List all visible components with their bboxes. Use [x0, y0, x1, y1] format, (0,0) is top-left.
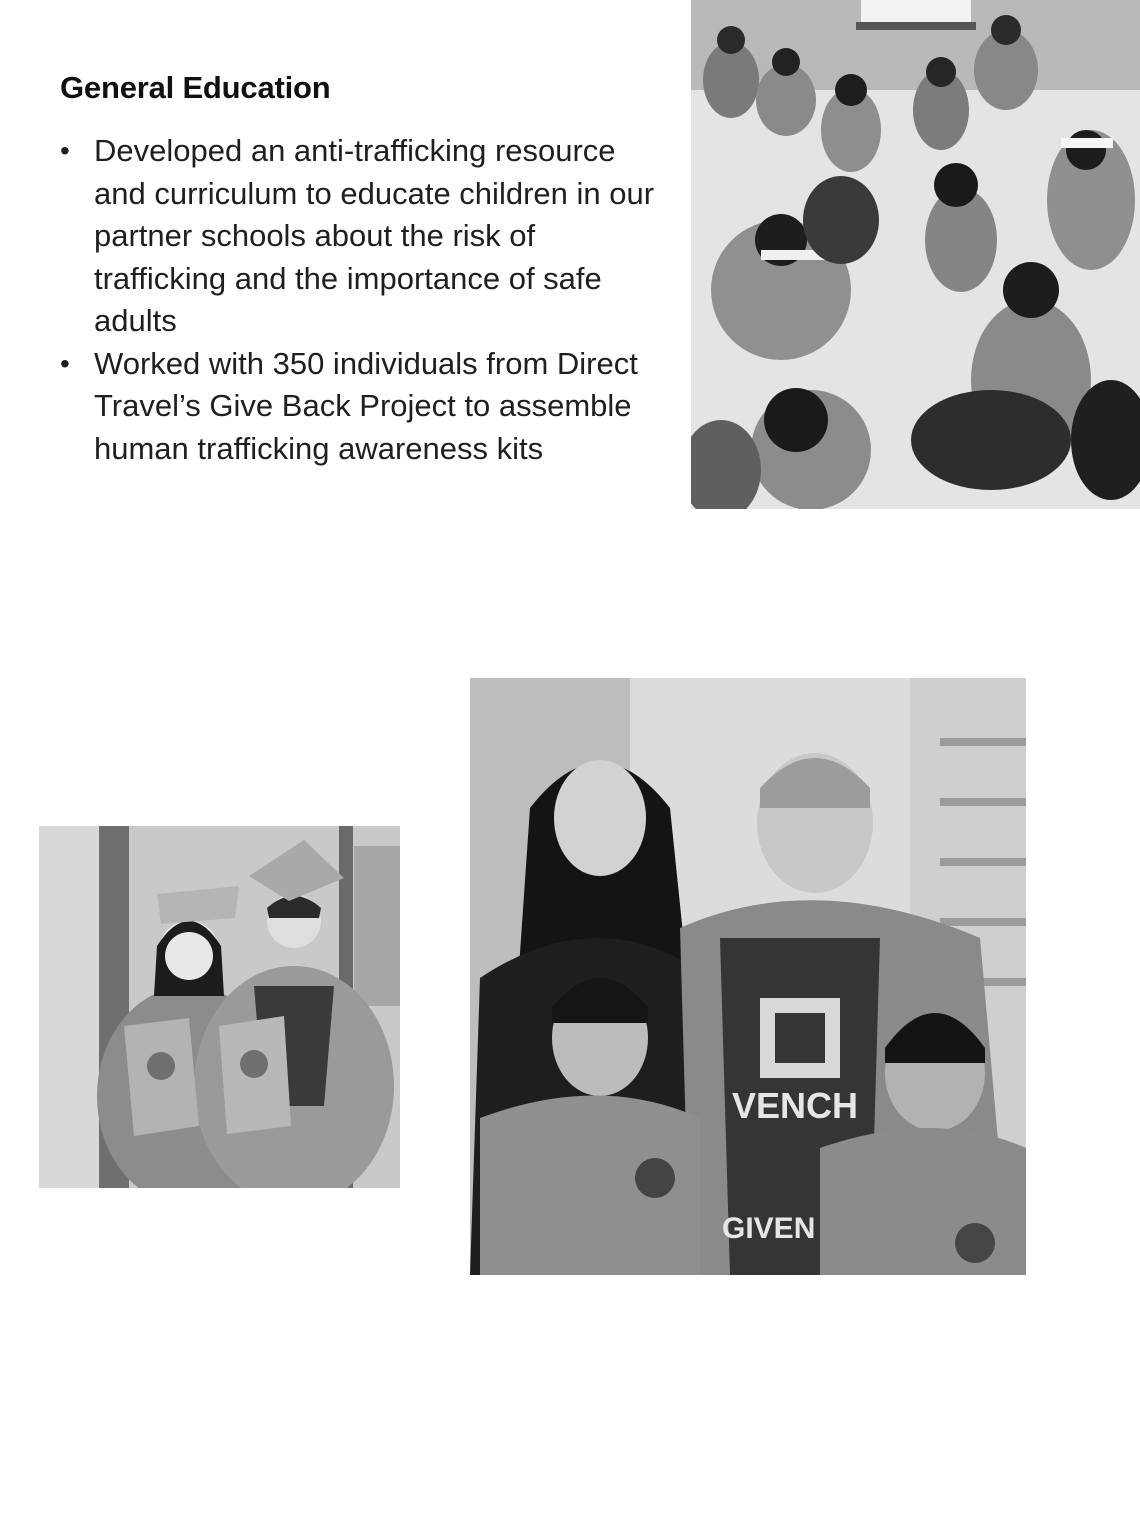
- family-photo: [470, 678, 1026, 1275]
- list-item: [60, 130, 670, 343]
- list-item-text: Worked with 350 individuals from Direct Travel’s Give Back Project to assemble human trafficking awareness kits: [94, 345, 638, 466]
- shirt-lettering: GIVEN: [722, 1212, 816, 1245]
- list-item: [60, 343, 670, 471]
- bullet-dot: •: [60, 347, 70, 379]
- shirt-lettering: VENCH: [732, 1085, 859, 1126]
- graduates-photo: [39, 826, 400, 1188]
- classroom-photo: [691, 0, 1140, 509]
- section-title: General Education: [60, 70, 331, 105]
- bullet-dot: •: [60, 135, 70, 166]
- bullet-list: [60, 130, 670, 470]
- list-item-text: Developed an anti-trafficking resource and curriculum to educate children in our partner schools about the risk of trafficking and the importance of safe adults: [94, 133, 655, 338]
